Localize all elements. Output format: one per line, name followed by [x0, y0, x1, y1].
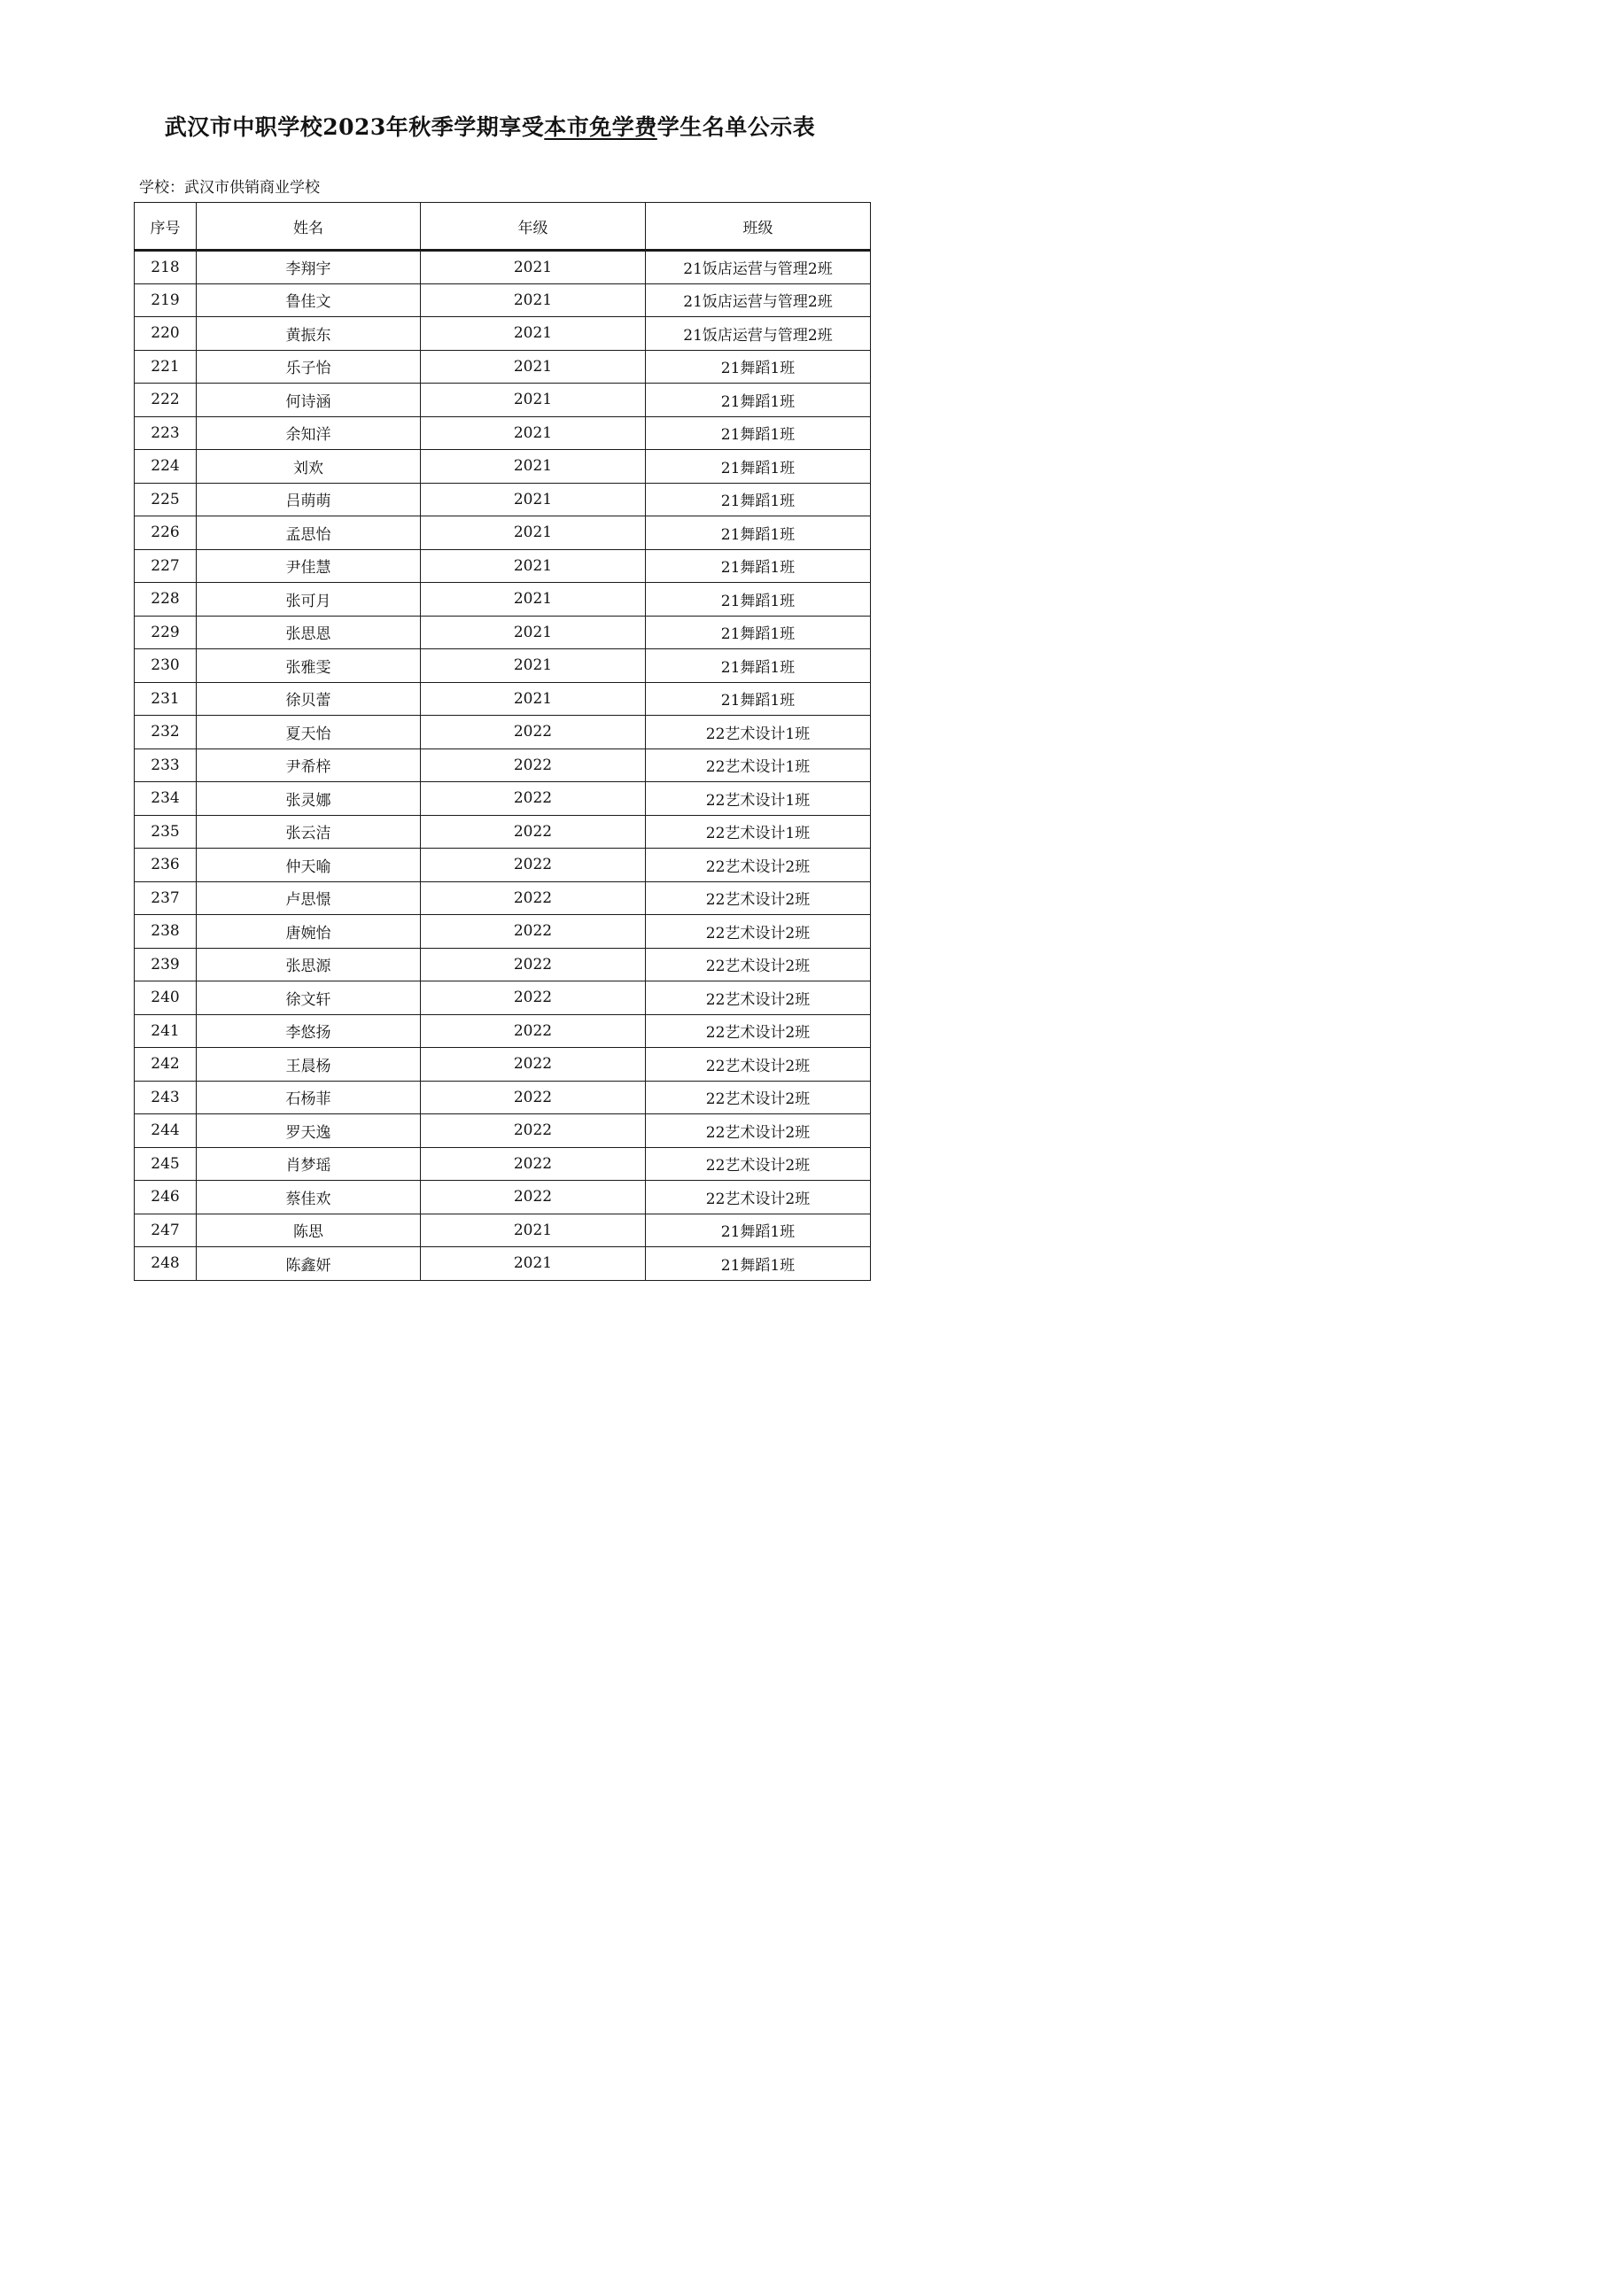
table-body [135, 251, 871, 1281]
cell-name: 吕萌萌 [197, 483, 421, 516]
cell-grade: 2021 [421, 317, 646, 351]
table-row [135, 516, 871, 550]
cell-grade: 2022 [421, 1181, 646, 1214]
title-suffix: 学生名单公示表 [656, 114, 816, 140]
table-row [135, 450, 871, 484]
cell-grade: 2021 [421, 283, 646, 317]
cell-grade: 2022 [421, 981, 646, 1015]
cell-class: 21舞蹈1班 [646, 649, 871, 683]
cell-seq: 246 [135, 1181, 197, 1214]
cell-class: 21舞蹈1班 [646, 1247, 871, 1281]
cell-grade: 2021 [421, 450, 646, 484]
cell-name: 鲁佳文 [197, 283, 421, 317]
cell-seq: 244 [135, 1114, 197, 1148]
cell-name: 何诗涵 [197, 384, 421, 417]
cell-grade: 2021 [421, 416, 646, 450]
cell-grade: 2022 [421, 1147, 646, 1181]
cell-name: 李翔宇 [197, 251, 421, 284]
cell-grade: 2021 [421, 549, 646, 583]
table-row [135, 815, 871, 849]
table-row [135, 1014, 871, 1048]
table-row [135, 350, 871, 384]
cell-name: 孟思怡 [197, 516, 421, 550]
table-row [135, 682, 871, 716]
cell-grade: 2021 [421, 1214, 646, 1247]
school-label: 学校： [139, 179, 184, 197]
table-row [135, 649, 871, 683]
cell-class: 22艺术设计2班 [646, 948, 871, 981]
cell-name: 石杨菲 [197, 1081, 421, 1114]
cell-name: 张灵娜 [197, 782, 421, 816]
cell-class: 21舞蹈1班 [646, 384, 871, 417]
title-prefix: 武汉市中职学校2023年秋季学期享受 [164, 114, 545, 140]
cell-name: 张思源 [197, 948, 421, 981]
cell-name: 乐子怡 [197, 350, 421, 384]
table-row [135, 1214, 871, 1247]
cell-name: 肖梦瑶 [197, 1147, 421, 1181]
cell-grade: 2021 [421, 483, 646, 516]
table-row [135, 981, 871, 1015]
table-row [135, 782, 871, 816]
table-row [135, 251, 871, 284]
cell-grade: 2022 [421, 948, 646, 981]
cell-seq: 225 [135, 483, 197, 516]
cell-seq: 229 [135, 616, 197, 649]
cell-class: 22艺术设计2班 [646, 1181, 871, 1214]
cell-class: 22艺术设计1班 [646, 782, 871, 816]
cell-seq: 219 [135, 283, 197, 317]
cell-name: 徐贝蕾 [197, 682, 421, 716]
cell-grade: 2022 [421, 749, 646, 782]
table-row [135, 881, 871, 915]
cell-seq: 221 [135, 350, 197, 384]
cell-seq: 233 [135, 749, 197, 782]
cell-name: 王晨杨 [197, 1048, 421, 1082]
cell-name: 卢思憬 [197, 881, 421, 915]
cell-name: 陈鑫妍 [197, 1247, 421, 1281]
cell-name: 余知洋 [197, 416, 421, 450]
table-row [135, 416, 871, 450]
table-row [135, 948, 871, 981]
table-row [135, 1081, 871, 1114]
cell-seq: 234 [135, 782, 197, 816]
cell-class: 22艺术设计2班 [646, 1048, 871, 1082]
cell-class: 22艺术设计2班 [646, 1114, 871, 1148]
cell-seq: 222 [135, 384, 197, 417]
cell-seq: 241 [135, 1014, 197, 1048]
cell-seq: 242 [135, 1048, 197, 1082]
cell-name: 张思恩 [197, 616, 421, 649]
school-line [139, 175, 320, 197]
cell-grade: 2022 [421, 1014, 646, 1048]
cell-name: 夏天怡 [197, 716, 421, 749]
table-row [135, 1247, 871, 1281]
table-row [135, 583, 871, 617]
cell-grade: 2021 [421, 682, 646, 716]
cell-seq: 230 [135, 649, 197, 683]
cell-seq: 235 [135, 815, 197, 849]
cell-class: 21舞蹈1班 [646, 450, 871, 484]
cell-grade: 2021 [421, 583, 646, 617]
cell-grade: 2021 [421, 384, 646, 417]
cell-grade: 2021 [421, 1247, 646, 1281]
page-title [0, 110, 980, 142]
cell-seq: 231 [135, 682, 197, 716]
cell-seq: 236 [135, 849, 197, 882]
table-row [135, 483, 871, 516]
table-row [135, 283, 871, 317]
cell-grade: 2022 [421, 815, 646, 849]
table-row [135, 1181, 871, 1214]
cell-grade: 2022 [421, 716, 646, 749]
cell-seq: 247 [135, 1214, 197, 1247]
table-row [135, 549, 871, 583]
table-row [135, 317, 871, 351]
table-row [135, 915, 871, 949]
cell-seq: 228 [135, 583, 197, 617]
cell-name: 黄振东 [197, 317, 421, 351]
cell-name: 蔡佳欢 [197, 1181, 421, 1214]
cell-grade: 2022 [421, 881, 646, 915]
cell-class: 21舞蹈1班 [646, 516, 871, 550]
header-grade: 年级 [421, 203, 646, 251]
cell-grade: 2022 [421, 1081, 646, 1114]
cell-class: 21饭店运营与管理2班 [646, 317, 871, 351]
cell-seq: 223 [135, 416, 197, 450]
cell-seq: 238 [135, 915, 197, 949]
cell-seq: 243 [135, 1081, 197, 1114]
cell-seq: 248 [135, 1247, 197, 1281]
table-row [135, 1114, 871, 1148]
student-table [134, 202, 871, 1281]
table-row [135, 716, 871, 749]
cell-name: 唐婉怡 [197, 915, 421, 949]
cell-class: 22艺术设计2班 [646, 881, 871, 915]
table-row [135, 1048, 871, 1082]
header-row [135, 203, 871, 251]
cell-seq: 237 [135, 881, 197, 915]
cell-grade: 2021 [421, 251, 646, 284]
cell-grade: 2022 [421, 782, 646, 816]
cell-seq: 240 [135, 981, 197, 1015]
cell-grade: 2021 [421, 616, 646, 649]
cell-name: 罗天逸 [197, 1114, 421, 1148]
table-row [135, 849, 871, 882]
cell-class: 21饭店运营与管理2班 [646, 251, 871, 284]
cell-name: 刘欢 [197, 450, 421, 484]
cell-class: 21舞蹈1班 [646, 583, 871, 617]
cell-class: 21舞蹈1班 [646, 350, 871, 384]
cell-name: 陈思 [197, 1214, 421, 1247]
cell-class: 21舞蹈1班 [646, 549, 871, 583]
title-highlight: 本市免学费 [544, 114, 657, 140]
cell-grade: 2022 [421, 1114, 646, 1148]
cell-class: 21舞蹈1班 [646, 1214, 871, 1247]
cell-grade: 2021 [421, 649, 646, 683]
cell-class: 21舞蹈1班 [646, 616, 871, 649]
table-row [135, 1147, 871, 1181]
cell-seq: 239 [135, 948, 197, 981]
cell-seq: 245 [135, 1147, 197, 1181]
header-name: 姓名 [197, 203, 421, 251]
cell-name: 张云洁 [197, 815, 421, 849]
cell-seq: 220 [135, 317, 197, 351]
cell-name: 李悠扬 [197, 1014, 421, 1048]
cell-seq: 226 [135, 516, 197, 550]
header-seq: 序号 [135, 203, 197, 251]
cell-class: 22艺术设计2班 [646, 981, 871, 1015]
cell-class: 21舞蹈1班 [646, 682, 871, 716]
cell-class: 22艺术设计2班 [646, 1147, 871, 1181]
cell-class: 22艺术设计2班 [646, 1081, 871, 1114]
table-row [135, 616, 871, 649]
cell-class: 22艺术设计1班 [646, 815, 871, 849]
cell-name: 张可月 [197, 583, 421, 617]
cell-grade: 2021 [421, 516, 646, 550]
cell-name: 徐文轩 [197, 981, 421, 1015]
cell-seq: 227 [135, 549, 197, 583]
cell-seq: 232 [135, 716, 197, 749]
school-name: 武汉市供销商业学校 [184, 179, 320, 197]
cell-name: 仲天喻 [197, 849, 421, 882]
cell-grade: 2022 [421, 1048, 646, 1082]
cell-class: 22艺术设计1班 [646, 716, 871, 749]
cell-class: 21舞蹈1班 [646, 416, 871, 450]
cell-class: 22艺术设计2班 [646, 915, 871, 949]
cell-grade: 2022 [421, 849, 646, 882]
cell-name: 张雅雯 [197, 649, 421, 683]
table-row [135, 749, 871, 782]
cell-class: 22艺术设计2班 [646, 1014, 871, 1048]
cell-grade: 2022 [421, 915, 646, 949]
cell-class: 22艺术设计1班 [646, 749, 871, 782]
cell-class: 21舞蹈1班 [646, 483, 871, 516]
table-row [135, 384, 871, 417]
cell-class: 21饭店运营与管理2班 [646, 283, 871, 317]
cell-name: 尹希梓 [197, 749, 421, 782]
cell-name: 尹佳慧 [197, 549, 421, 583]
cell-seq: 224 [135, 450, 197, 484]
header-class: 班级 [646, 203, 871, 251]
cell-seq: 218 [135, 251, 197, 284]
cell-grade: 2021 [421, 350, 646, 384]
cell-class: 22艺术设计2班 [646, 849, 871, 882]
